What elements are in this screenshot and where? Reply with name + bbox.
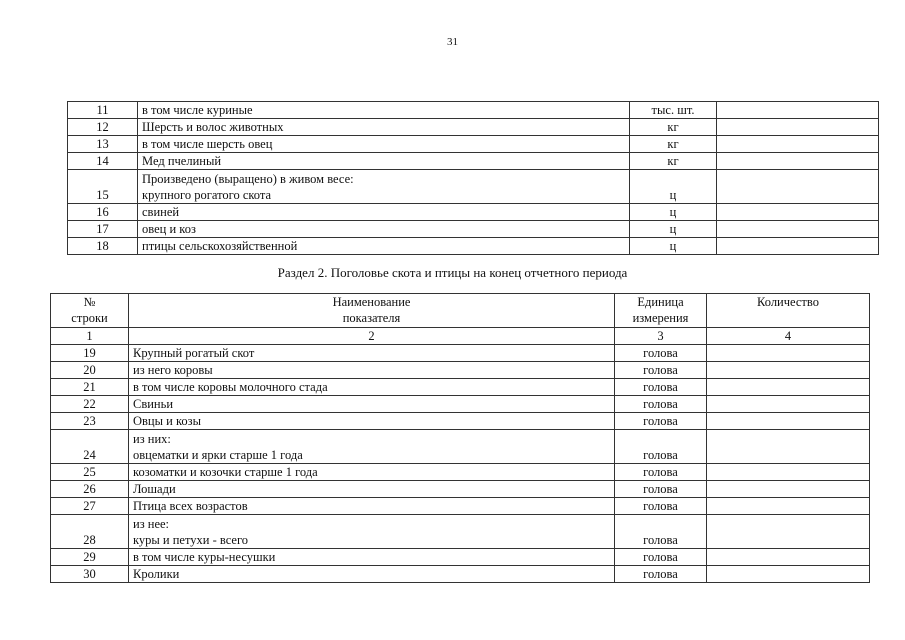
quantity-cell[interactable]: [717, 102, 879, 119]
header-text: строки: [71, 311, 108, 325]
unit-of-measure: кг: [630, 119, 717, 136]
row-number: 29: [51, 549, 129, 566]
production-table-body: [68, 102, 879, 255]
unit-of-measure: кг: [630, 153, 717, 170]
header-indicator-name: [129, 294, 615, 328]
unit-of-measure: голова: [615, 430, 707, 464]
row-number: 22: [51, 396, 129, 413]
table-row: [51, 498, 870, 515]
table-row: [51, 430, 870, 464]
row-number: 13: [68, 136, 138, 153]
column-number-row: [51, 328, 870, 345]
column-number: 2: [129, 328, 615, 345]
quantity-cell[interactable]: [717, 238, 879, 255]
quantity-cell[interactable]: [707, 566, 870, 583]
group-heading: из них:: [133, 432, 171, 446]
quantity-cell[interactable]: [707, 413, 870, 430]
row-number: 11: [68, 102, 138, 119]
quantity-cell[interactable]: [707, 498, 870, 515]
quantity-cell[interactable]: [717, 221, 879, 238]
indicator-name-cell: [129, 515, 615, 549]
header-text: №: [83, 295, 96, 309]
row-number: 19: [51, 345, 129, 362]
indicator-name: крупного рогатого скота: [142, 188, 272, 202]
group-heading: из нее:: [133, 517, 170, 531]
row-number: 15: [68, 170, 138, 204]
table-row: [51, 464, 870, 481]
table-row: [68, 102, 879, 119]
quantity-cell[interactable]: [707, 549, 870, 566]
unit-of-measure: голова: [615, 566, 707, 583]
unit-of-measure: ц: [630, 170, 717, 204]
unit-of-measure: голова: [615, 549, 707, 566]
indicator-name: Птица всех возрастов: [129, 498, 615, 515]
page-number: 31: [447, 36, 458, 48]
row-number: 16: [68, 204, 138, 221]
row-number: 12: [68, 119, 138, 136]
indicator-name: птицы сельскохозяйственной: [138, 238, 630, 255]
header-text: Единица: [637, 295, 684, 309]
header-text: Наименование: [332, 295, 411, 309]
quantity-cell[interactable]: [707, 430, 870, 464]
header-unit: [615, 294, 707, 328]
row-number: 30: [51, 566, 129, 583]
row-number: 14: [68, 153, 138, 170]
quantity-cell[interactable]: [707, 345, 870, 362]
livestock-table-header: [51, 294, 870, 345]
table-row: [68, 204, 879, 221]
row-number: 21: [51, 379, 129, 396]
unit-of-measure: ц: [630, 221, 717, 238]
header-text: измерения: [632, 311, 689, 325]
unit-of-measure: ц: [630, 238, 717, 255]
table-row: [51, 549, 870, 566]
quantity-cell[interactable]: [717, 170, 879, 204]
unit-of-measure: кг: [630, 136, 717, 153]
table-row: [51, 362, 870, 379]
unit-of-measure: голова: [615, 345, 707, 362]
row-number: 28: [51, 515, 129, 549]
unit-of-measure: голова: [615, 515, 707, 549]
table-row: [51, 413, 870, 430]
table-row: [68, 221, 879, 238]
indicator-name: Овцы и козы: [129, 413, 615, 430]
indicator-name: из него коровы: [129, 362, 615, 379]
indicator-name: свиней: [138, 204, 630, 221]
row-number: 24: [51, 430, 129, 464]
table-row: [51, 396, 870, 413]
section-2-title: Раздел 2. Поголовье скота и птицы на конец отчетного периода: [277, 265, 628, 280]
quantity-cell[interactable]: [707, 464, 870, 481]
indicator-name: Кролики: [129, 566, 615, 583]
unit-of-measure: голова: [615, 498, 707, 515]
indicator-name: в том числе куриные: [138, 102, 630, 119]
indicator-name: Свиньи: [129, 396, 615, 413]
unit-of-measure: голова: [615, 396, 707, 413]
livestock-table-body: [51, 345, 870, 583]
quantity-cell[interactable]: [707, 362, 870, 379]
unit-of-measure: ц: [630, 204, 717, 221]
quantity-cell[interactable]: [717, 204, 879, 221]
row-number: 25: [51, 464, 129, 481]
quantity-cell[interactable]: [707, 379, 870, 396]
livestock-table: [50, 293, 870, 583]
quantity-cell[interactable]: [707, 515, 870, 549]
header-row-number: [51, 294, 129, 328]
unit-of-measure: голова: [615, 379, 707, 396]
column-number: 1: [51, 328, 129, 345]
indicator-name: овцематки и ярки старше 1 года: [133, 448, 303, 462]
table-row: [51, 481, 870, 498]
table-row: [51, 566, 870, 583]
unit-of-measure: голова: [615, 464, 707, 481]
header-text: показателя: [342, 311, 401, 325]
row-number: 20: [51, 362, 129, 379]
indicator-name: в том числе куры-несушки: [129, 549, 615, 566]
indicator-name: Мед пчелиный: [138, 153, 630, 170]
row-number: 26: [51, 481, 129, 498]
table-row: [51, 379, 870, 396]
column-number: 4: [707, 328, 870, 345]
indicator-name: овец и коз: [138, 221, 630, 238]
indicator-name: Шерсть и волос животных: [138, 119, 630, 136]
production-table: [67, 101, 879, 255]
table-row: [68, 153, 879, 170]
table-row: [68, 238, 879, 255]
group-heading: Произведено (выращено) в живом весе:: [142, 172, 354, 186]
unit-of-measure: голова: [615, 481, 707, 498]
row-number: 23: [51, 413, 129, 430]
indicator-name: в том числе шерсть овец: [138, 136, 630, 153]
indicator-name-cell: [138, 170, 630, 204]
quantity-cell[interactable]: [707, 396, 870, 413]
unit-of-measure: тыс. шт.: [630, 102, 717, 119]
column-number: 3: [615, 328, 707, 345]
indicator-name: козоматки и козочки старше 1 года: [129, 464, 615, 481]
row-number: 18: [68, 238, 138, 255]
header-row: [51, 294, 870, 328]
indicator-name: куры и петухи - всего: [133, 533, 249, 547]
table-row: [51, 515, 870, 549]
indicator-name-cell: [129, 430, 615, 464]
quantity-cell[interactable]: [717, 153, 879, 170]
unit-of-measure: голова: [615, 362, 707, 379]
indicator-name: Лошади: [129, 481, 615, 498]
quantity-cell[interactable]: [717, 136, 879, 153]
indicator-name: в том числе коровы молочного стада: [129, 379, 615, 396]
unit-of-measure: голова: [615, 413, 707, 430]
indicator-name: Крупный рогатый скот: [129, 345, 615, 362]
table-row: [68, 119, 879, 136]
quantity-cell[interactable]: [717, 119, 879, 136]
quantity-cell[interactable]: [707, 481, 870, 498]
row-number: 17: [68, 221, 138, 238]
table-row: [68, 136, 879, 153]
row-number: 27: [51, 498, 129, 515]
table-row: [51, 345, 870, 362]
table-row: [68, 170, 879, 204]
header-quantity: Количество: [707, 294, 870, 328]
